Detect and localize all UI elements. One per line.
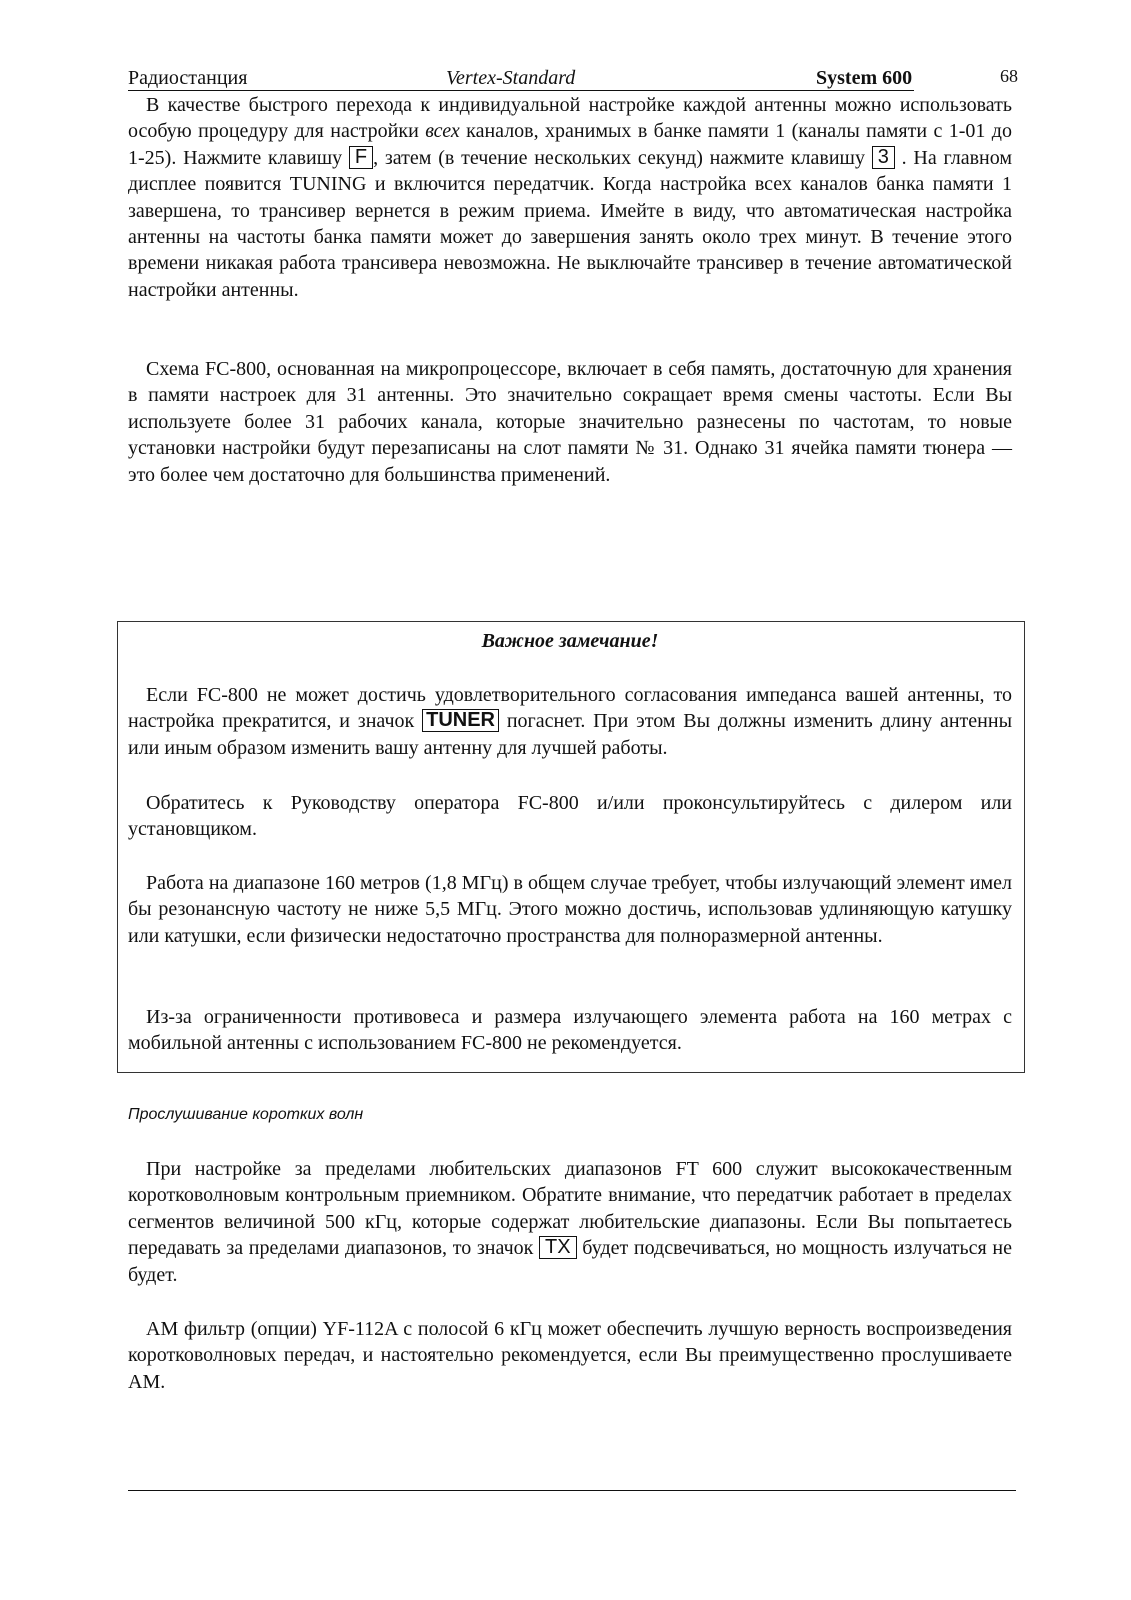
page-number: 68	[1000, 66, 1018, 86]
paragraph-fc800-memory	[128, 356, 1012, 488]
note-title: Важное замечание!	[481, 630, 659, 652]
paragraph-text: , затем (в течение нескольких секунд) нажмите клавишу	[373, 146, 872, 169]
header-left: Радиостанция	[128, 67, 248, 89]
note-paragraph-manual	[128, 790, 1012, 843]
tuner-indicator-icon: TUNER	[422, 709, 499, 732]
paragraph-text: В качестве быстрого перехода к индивидуальной настройке каждой антенны можно использовать особую процедуру для настройки	[128, 94, 1012, 143]
note-paragraph-impedance	[128, 682, 1012, 761]
paragraph-text: Схема FC-800, основанная на микропроцессоре, включает в себя память, достаточную для хранения в памяти настроек для 31 антенны. Это значительно сокращает время смены частоты. Если Вы используете более 31 рабочих канала, которые значительно разнесены по частотам, то новые установки настройки будут перезаписаны на слот памяти № 31. Однако 31 ячейка памяти тюнера — это более чем достаточно для большинства применений.	[128, 358, 1012, 486]
paragraph-text: Из-за ограниченности противовеса и размера излучающего элемента работа на 160 метрах с мобильной антенны с использованием FC-800 не рекомендуется.	[128, 1006, 1012, 1055]
paragraph-text: каналов, хранимых в банке памяти 1 (каналы памяти с 1-01 до 1-25). Нажмите клавишу	[128, 120, 1012, 169]
header-right: System 600	[816, 67, 913, 89]
key-3-icon: 3	[872, 146, 895, 169]
paragraph-text: АМ фильтр (опции) YF-112A с полосой 6 кГц может обеспечить лучшую верность воспроизведения коротковолновых передач, и настоятельно рекомендуется, если Вы преимущественно прослушиваете АМ.	[128, 1318, 1012, 1393]
note-paragraph-160m	[128, 870, 1012, 949]
paragraph-tuning-all-channels	[128, 92, 1012, 303]
note-paragraph-mobile	[128, 1004, 1012, 1057]
paragraph-text: Обратитесь к Руководству оператора FC-800 и/или проконсультируйтесь с дилером или установщиком.	[128, 792, 1012, 841]
paragraph-text: погаснет. При этом Вы должны изменить длину антенны или иным образом изменить вашу антенну для лучшей работы.	[128, 710, 1012, 759]
emphasis-text: всех	[425, 120, 460, 143]
section-heading: Прослушивание коротких волн	[128, 1106, 364, 1123]
paragraph-text: будет подсвечиваться, но мощность излучаться не будет.	[128, 1237, 1012, 1286]
page-header	[128, 64, 914, 91]
paragraph-text: Если FC-800 не может достичь удовлетворительного согласования импеданса вашей антенны, то настройка прекратится, и значок	[128, 684, 1012, 733]
paragraph-shortwave-listening	[128, 1156, 1012, 1288]
paragraph-text: При настройке за пределами любительских диапазонов FT 600 служит высококачественным коротковолновым контрольным приемником. Обратите внимание, что передатчик работает в пределах сегментов величиной 500 кГц, которые содержат любительские диапазоны. Если Вы попытаетесь передавать за пределами диапазонов, то значок	[128, 1158, 1012, 1260]
header-center: Vertex-Standard	[446, 67, 576, 89]
paragraph-am-filter	[128, 1316, 1012, 1395]
paragraph-text: . На главном дисплее появится TUNING и включится передатчик. Когда настройка всех каналов банка памяти 1 завершена, то трансивер вернется в режим приема. Имейте в виду, что автоматическая настройка антенны на частоты банка памяти может до завершения занять около трех минут. В течение этого времени никакая работа трансивера невозможна. Не выключайте трансивер в течение автоматической настройки антенны.	[128, 146, 1012, 301]
tx-indicator-icon: TX	[539, 1236, 577, 1259]
footer-rule	[128, 1490, 1016, 1491]
key-f-icon: F	[349, 146, 373, 169]
paragraph-text: Работа на диапазоне 160 метров (1,8 МГц) в общем случае требует, чтобы излучающий элемент имел бы резонансную частоту не ниже 5,5 МГц. Этого можно достичь, использовав удлиняющую катушку или катушки, если физически недостаточно пространства для полноразмерной антенны.	[128, 872, 1012, 947]
